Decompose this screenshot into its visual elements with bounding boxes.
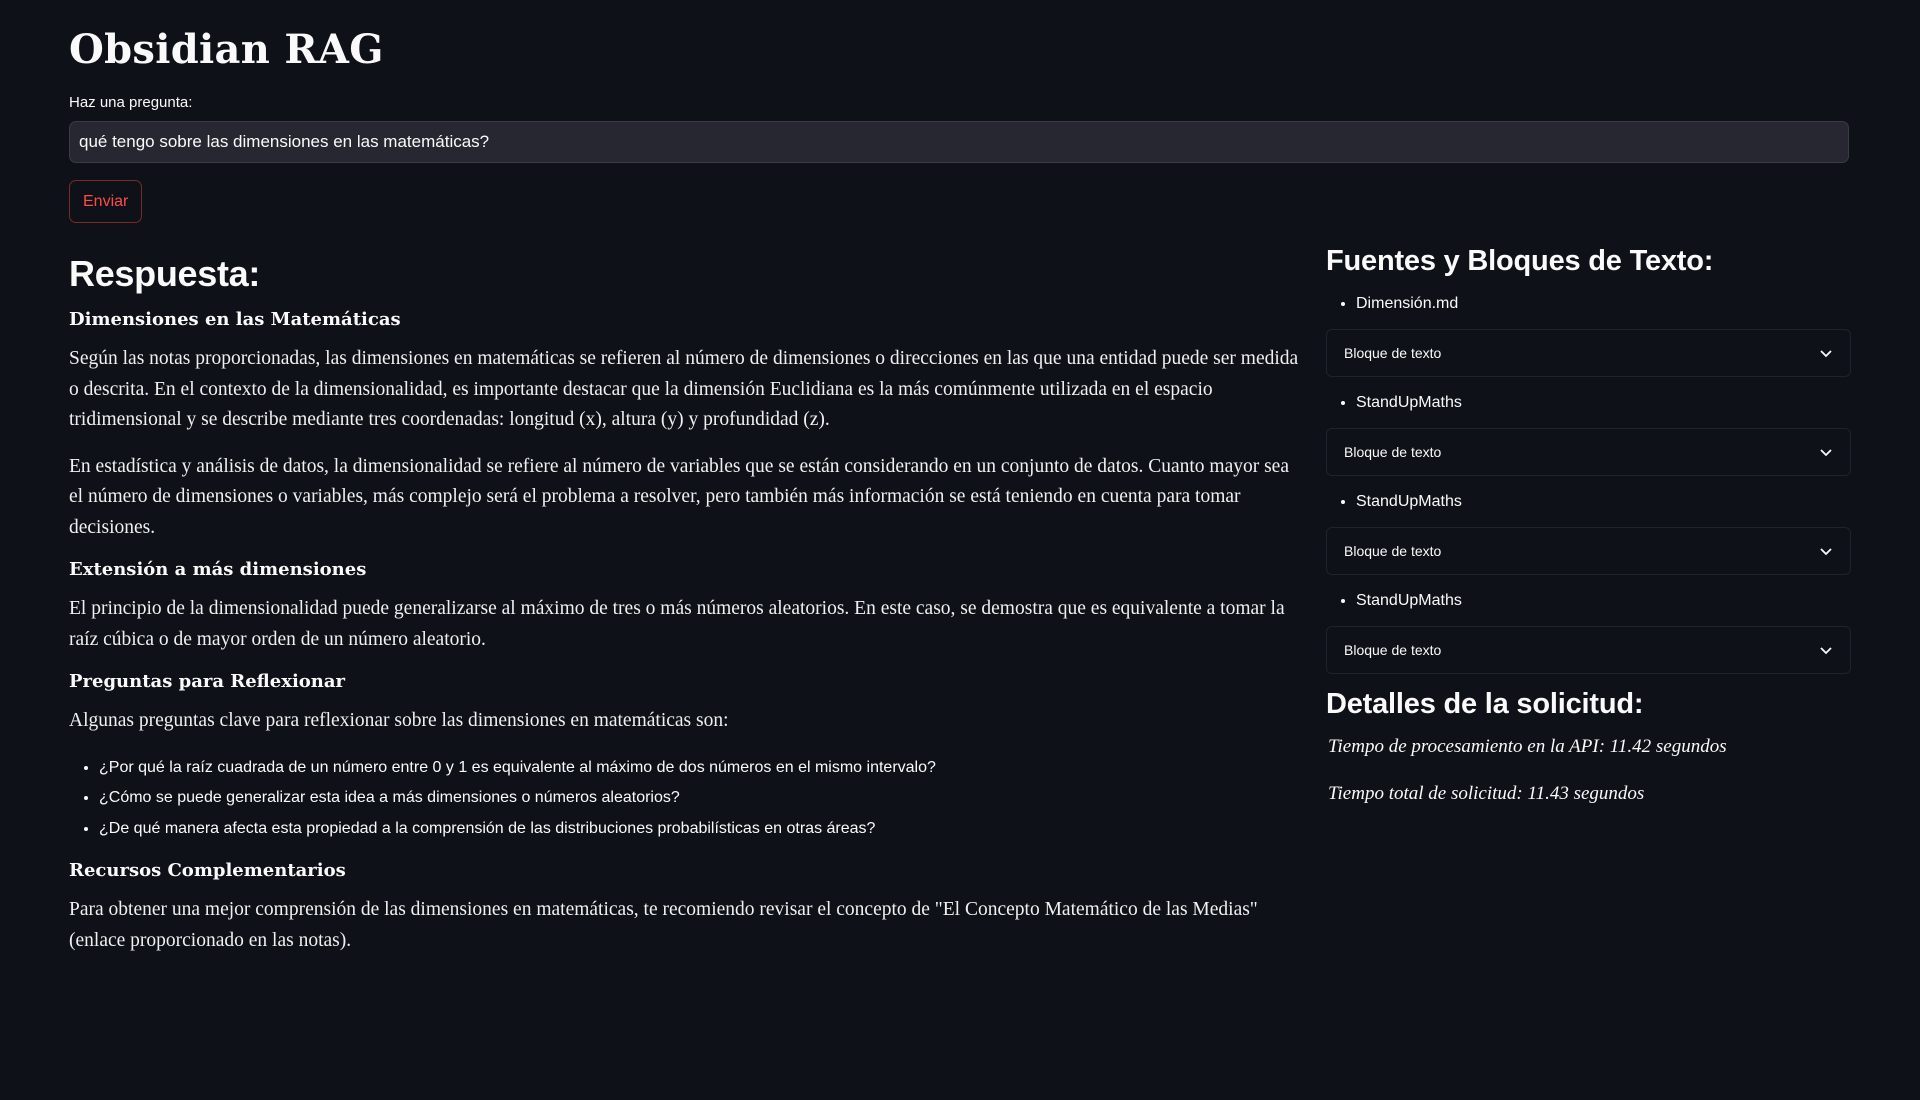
expander-label: Bloque de texto: [1344, 345, 1442, 361]
source-name: • Dimensión.md: [1356, 292, 1851, 316]
reflection-questions-list: [69, 753, 1306, 845]
chevron-down-icon: [1819, 349, 1833, 358]
sources-column: [1326, 245, 1851, 972]
question-label: Haz una pregunta:: [69, 94, 193, 111]
list-item: • ¿De qué manera afecta esta propiedad a la comprensión de las distribuciones probabilísticas en otras áreas?: [99, 814, 1306, 845]
text-block-expander[interactable]: [1326, 329, 1851, 377]
source-name: • StandUpMaths: [1356, 589, 1851, 613]
chevron-down-icon: [1819, 646, 1833, 655]
api-time-line: [1328, 735, 1851, 759]
text-block-expander[interactable]: [1326, 626, 1851, 674]
section-title-extension: Extensión a más dimensiones: [69, 559, 367, 580]
answer-paragraph: Para obtener una mejor comprensión de las dimensiones en matemáticas, te recomiendo revisar el concepto de "El Concepto Matemático de las Medias" (enlace proporcionado en las notas).: [69, 899, 1258, 951]
answer-paragraph: En estadística y análisis de datos, la dimensionalidad se refiere al número de variables que se están considerando en un conjunto de datos. Cuanto mayor sea el número de dimensiones o variables, más complejo será el problema a resolver, pero también más información se está teniendo en cuenta para tomar decisiones.: [69, 455, 1289, 538]
section-title-dimensions: Dimensiones en las Matemáticas: [69, 309, 401, 330]
answer-paragraph: El principio de la dimensionalidad puede generalizarse al máximo de tres o más números aleatorios. En este caso, se demostra que es equivalente a tomar la raíz cúbica o de mayor orden de un número aleatorio.: [69, 598, 1285, 650]
app-title: Obsidian RAG: [69, 26, 384, 73]
answer-paragraph: Según las notas proporcionadas, las dimensiones en matemáticas se refieren al número de dimensiones o direcciones en las que una entidad puede ser medida o descrita. En el contexto de la dimensionalidad, es importante destacar que la dimensión Euclidiana es la más comúnmente utilizada en el espacio tridimensional y se describe mediante tres coordenadas: longitud (x), altura (y) y profundidad (z).: [69, 348, 1299, 430]
question-input[interactable]: [69, 121, 1849, 163]
content-columns: [69, 245, 1851, 972]
source-name: • StandUpMaths: [1356, 490, 1851, 514]
answer-heading: Respuesta:: [69, 253, 261, 294]
source-list: [1326, 292, 1851, 316]
expander-label: Bloque de texto: [1344, 642, 1442, 658]
chevron-down-icon: [1819, 547, 1833, 556]
api-time-value: 11.42: [1609, 736, 1652, 757]
send-button[interactable]: Enviar: [69, 180, 142, 223]
text-block-expander[interactable]: [1326, 428, 1851, 476]
list-item: • ¿Por qué la raíz cuadrada de un número entre 0 y 1 es equivalente al máximo de dos números en el mismo intervalo?: [99, 753, 1306, 784]
answer-column: [69, 245, 1306, 972]
total-time-line: [1328, 782, 1851, 806]
api-time-label: Tiempo de procesamiento en la API:: [1328, 736, 1606, 757]
request-details: [1326, 688, 1851, 806]
sources-heading: Fuentes y Bloques de Texto:: [1326, 245, 1714, 277]
chevron-down-icon: [1819, 448, 1833, 457]
expander-label: Bloque de texto: [1344, 543, 1442, 559]
total-time-unit: segundos: [1573, 783, 1645, 804]
expander-label: Bloque de texto: [1344, 444, 1442, 460]
text-block-expander[interactable]: [1326, 527, 1851, 575]
section-title-questions: Preguntas para Reflexionar: [69, 671, 346, 692]
source-name: • StandUpMaths: [1356, 391, 1851, 415]
source-list: [1326, 490, 1851, 514]
details-heading: Detalles de la solicitud:: [1326, 688, 1644, 720]
api-time-unit: segundos: [1655, 736, 1727, 757]
total-time-value: 11.43: [1527, 783, 1569, 804]
total-time-label: Tiempo total de solicitud:: [1328, 783, 1523, 804]
list-item: • ¿Cómo se puede generalizar esta idea a más dimensiones o números aleatorios?: [99, 783, 1306, 814]
source-list: [1326, 391, 1851, 415]
answer-paragraph: Algunas preguntas clave para reflexionar sobre las dimensiones en matemáticas son:: [69, 710, 729, 731]
source-list: [1326, 589, 1851, 613]
section-title-resources: Recursos Complementarios: [69, 860, 346, 881]
